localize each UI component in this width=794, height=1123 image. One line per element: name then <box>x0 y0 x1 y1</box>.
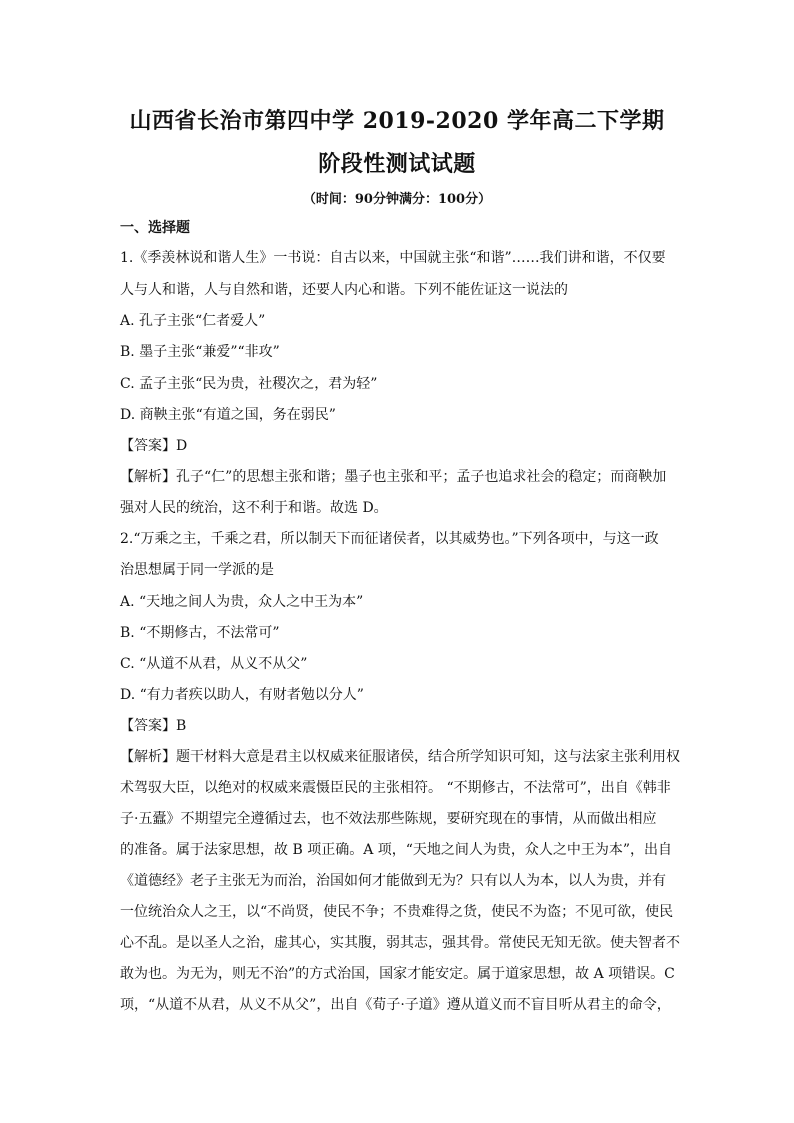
q2-analysis-line5: 《道德经》老子主张无为而治，治国如何才能做到无为？只有以人为本，以人为贵，并有 <box>120 873 666 889</box>
q1-option-a: A. 孔子主张“仁者爱人” <box>120 313 266 329</box>
q2-analysis-line3: 子·五蠹》不期望完全遵循过去，也不效法那些陈规，要研究现在的事情，从而做出相应 <box>120 811 657 827</box>
section-heading: 一、选择题 <box>120 220 190 236</box>
q2-analysis-line4: 的准备。属于法家思想，故 B 项正确。A 项，“天地之间人为贵，众人之中王为本”，出自 <box>120 842 673 858</box>
q2-analysis-line1: 【解析】题干材料大意是君主以权威来征服诸侯，结合所学知识可知，这与法家主张利用权 <box>120 749 680 765</box>
q1-analysis-line2: 强对人民的统治，这不利于和谐。故选 D。 <box>120 500 388 516</box>
q2-stem-line1: 2.“万乘之主，千乘之君，所以制天下而征诸侯者，以其威势也。”下列各项中，与这一政 <box>120 531 659 547</box>
page-title: 山西省长治市第四中学 2019-2020 学年高二下学期 <box>129 108 665 134</box>
q1-analysis-line1: 【解析】孔子“仁”的思想主张和谐；墨子也主张和平；孟子也追求社会的稳定；而商鞅加 <box>120 469 667 485</box>
q2-option-b: B. “不期修古，不法常可” <box>120 625 280 641</box>
q2-option-c: C. “从道不从君，从义不从父” <box>120 656 308 672</box>
q1-option-b: B. 墨子主张“兼爱”“非攻” <box>120 344 280 360</box>
q1-option-d: D. 商鞅主张“有道之国，务在弱民” <box>120 407 336 423</box>
q2-analysis-line6: 一位统治众人之王，以“不尚贤，使民不争；不贵难得之货，使民不为盗；不见可欲，使民 <box>120 904 674 920</box>
q1-stem-line2: 人与人和谐，人与自然和谐，还要人内心和谐。下列不能佐证这一说法的 <box>120 282 568 298</box>
page-title-line2: 阶段性测试试题 <box>318 151 476 177</box>
q2-analysis-line8: 敢为也。为无为，则无不治”的方式治国，国家才能安定。属于道家思想，故 A 项错误。C <box>120 966 675 982</box>
exam-meta: （时间：90分钟满分：100分） <box>302 192 492 207</box>
q2-analysis-line2: 术驾驭大臣，以绝对的权威来震慑臣民的主张相符。 “不期修古，不法常可”，出自《韩非 <box>120 780 671 796</box>
q2-option-d: D. “有力者疾以助人，有财者勉以分人” <box>120 687 364 703</box>
q2-answer: 【答案】B <box>120 718 187 734</box>
q1-stem-line1: 1.《季羡林说和谐人生》一书说：自古以来，中国就主张“和谐”……我们讲和谐，不仅要 <box>120 250 666 266</box>
q2-option-a: A. “天地之间人为贵，众人之中王为本” <box>120 594 364 610</box>
q1-answer: 【答案】D <box>120 438 188 454</box>
q1-option-c: C. 孟子主张“民为贵，社稷次之，君为轻” <box>120 376 378 392</box>
q2-analysis-line9: 项，“从道不从君，从义不从父”，出自《荀子·子道》遵从道义而不盲目听从君主的命令， <box>120 997 671 1013</box>
q2-stem-line2: 治思想属于同一学派的是 <box>120 562 274 578</box>
q2-analysis-line7: 心不乱。是以圣人之治，虚其心，实其腹，弱其志，强其骨。常使民无知无欲。使夫智者不 <box>120 935 680 951</box>
